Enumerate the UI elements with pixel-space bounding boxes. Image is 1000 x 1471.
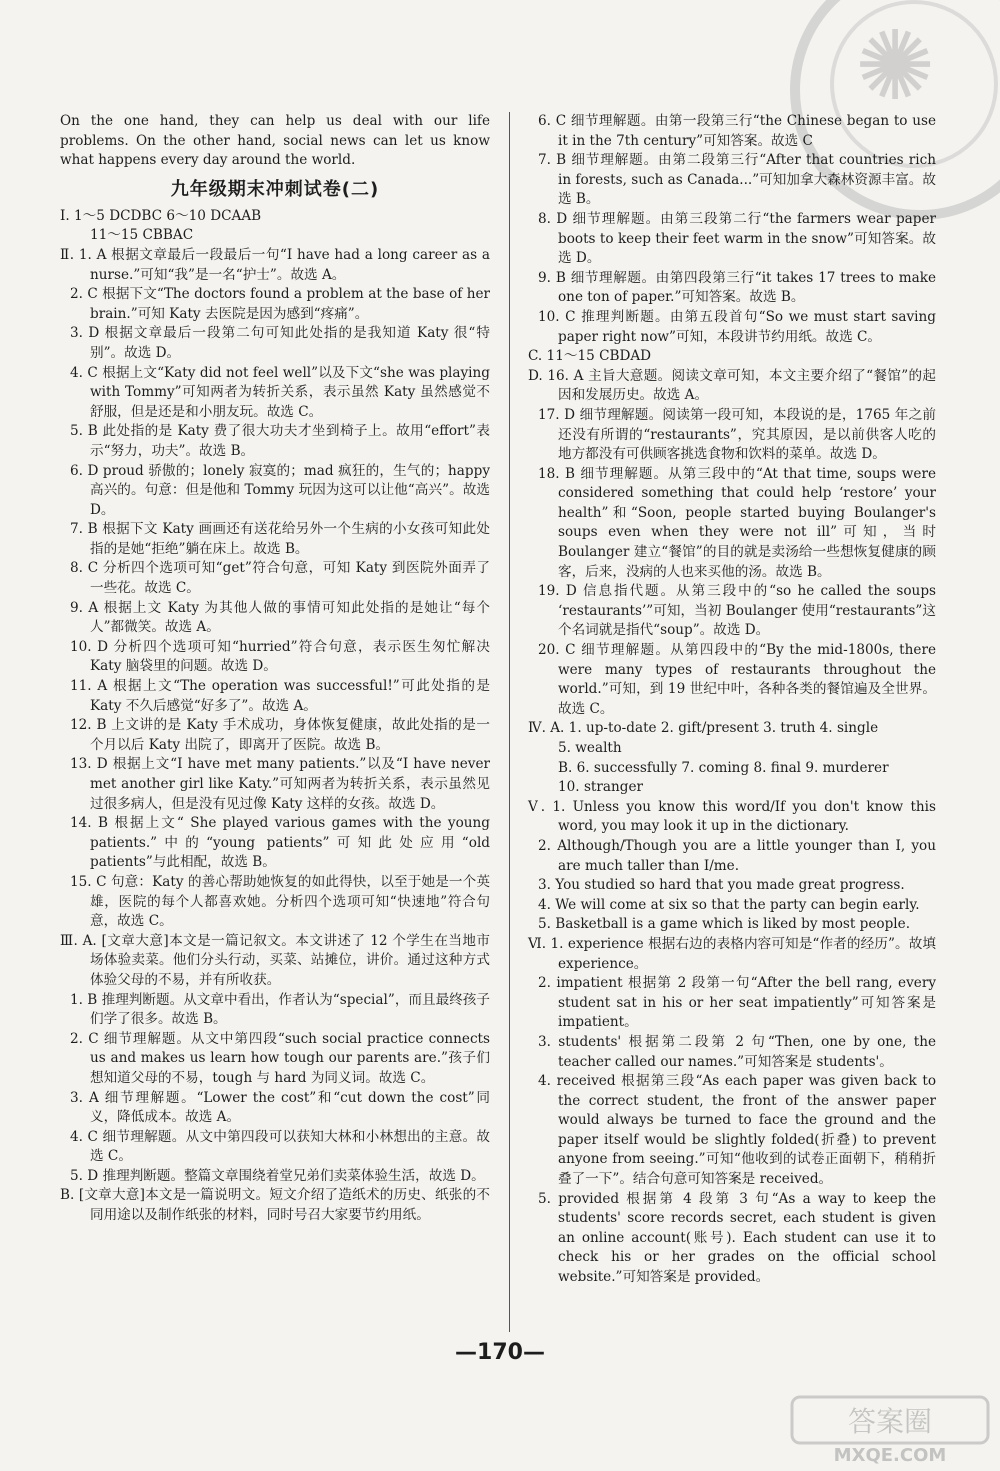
answer-line: B. [文章大意]本文是一篇说明文。短文介绍了造纸术的历史、纸张的不同用途以及制作纸张的材料，同时号召大家要节约用纸。 <box>60 1187 490 1224</box>
answer-line: Ⅴ. 1. Unless you know this word/If you don't know this word, you may look it up in the dictionary. <box>528 798 936 835</box>
answer-line: 10. stranger <box>558 779 643 796</box>
answer-line: Ⅱ. 1. A 根据文章最后一段最后一句“I have had a long career as a nurse.”可知“我”是一名“护士”。故选 A。 <box>60 246 490 283</box>
answer-line: 19. D 信息指代题。从第三段中的“so he called the soups ‘restaurants’”可知，当初 Boulanger 使用“restaurants”这个名词就是指代“soup”。故选 D。 <box>538 583 936 639</box>
answer-line: 7. B 细节理解题。由第二段第三行“After that countries rich in forests, such as Canada...”可知加拿大森林资源丰富。故选 B。 <box>538 152 936 208</box>
answer-line: 4. C 细节理解题。从文中第四段可以获知大林和小林想出的主意。故选 C。 <box>70 1128 490 1165</box>
answer-line: 2. C 根据下文“The doctors found a problem at the base of her brain.”可知 Katy 去医院是因为感到“疼痛”。 <box>70 286 490 322</box>
answer-line: 9. B 细节理解题。由第四段第三行“it takes 17 trees to make one ton of paper.”可知答案。故选 B。 <box>538 269 936 306</box>
answer-line: 1. B 推理判断题。从文章中看出，作者认为“special”，而且最终孩子们学了很多。故选 B。 <box>70 991 490 1028</box>
answer-line: 2. C 细节理解题。从文中第四段“such social practice connects us and makes us learn how tough our parents are.”孩子们想知道父母的不易，tough 与 hard 为同义词。故选 C。 <box>70 1030 490 1086</box>
answer-line: 8. C 分析四个选项可知“get”符合句意，可知 Katy 到医院外面弄了一些花。故选 C。 <box>70 560 490 597</box>
answer-line: Ⅲ. A. [文章大意]本文是一篇记叙文。本文讲述了 12 个学生在当地市场体验卖菜。他们分头行动，买菜、站摊位，讲价。通过这种方式体验父母的不易，并有所收获。 <box>60 932 490 988</box>
answer-line: 3. D 根据文章最后一段第二句可知此处指的是我知道 Katy 很“特别”。故选 D。 <box>70 325 490 361</box>
answer-line: Ⅳ. A. 1. up-to-date 2. gift/present 3. truth 4. single <box>528 720 879 737</box>
answer-line: 10. C 推理判断题。由第五段首句“So we must start saving paper right now”可知，本段讲节约用纸。故选 C。 <box>538 308 936 345</box>
answer-line: C. 11～15 CBDAD <box>528 348 652 365</box>
answer-line: Ⅰ. 1～5 DCDBC 6～10 DCAAB <box>60 207 262 224</box>
answer-line: 5. B 此处指的是 Katy 费了很大功夫才坐到椅子上。故用“effort”表示“努力，功夫”。故选 B。 <box>70 423 490 459</box>
watermark-logo <box>790 1395 990 1467</box>
answer-line: 2. impatient 根据第 2 段第一句“After the bell rang, every student sat in his or her seat impatiently”可知答案是 impatient。 <box>538 975 936 1031</box>
answer-line: 7. B 根据下文 Katy 画画还有送花给另外一个生病的小女孩可知此处指的是她“拒绝”躺在床上。故选 B。 <box>70 521 490 557</box>
answer-line: D. 16. A 主旨大意题。阅读文章可知，本文主要介绍了“餐馆”的起因和发展历史。故选 A。 <box>528 367 936 404</box>
answer-line: 17. D 细节理解题。阅读第一段可知，本段说的是，1765 年之前还没有所谓的“restaurants”，究其原因，是以前供客人吃的地方都没有可供顾客挑选食物和饮料的菜单。故选 D。 <box>538 406 936 463</box>
answer-line: 4. C 根据上文“Katy did not feel well”以及下文“she was playing with Tommy”可知两者为转折关系，表示虽然 Katy 虽然感觉不舒服，但是还是和小朋友玩。故选 C。 <box>70 364 490 420</box>
answer-line: 10. D 分析四个选项可知“hurried”符合句意，表示医生匆忙解决 Katy 脑袋里的问题。故选 D。 <box>70 638 490 675</box>
right-column <box>528 112 936 1288</box>
answer-line: 11. A 根据上文“The operation was successful!”可此处指的是 Katy 不久后感觉“好多了”。故选 A。 <box>70 678 490 714</box>
answer-line: Ⅵ. 1. experience 根据右边的表格内容可知是“作者的经历”。故填 experience。 <box>528 935 936 972</box>
answer-line: 18. B 细节理解题。从第三段中的“At that time, soups were considered something that could help ‘restore’ your health”和“Soon, people started buying Boulanger's soups even when they were not ill”可知，当时 Boulanger 建立“餐馆”的目的就是卖汤给一些想恢复健康的顾客，后来，没病的人也来买他的汤。故选 B。 <box>538 465 936 580</box>
answer-line: B. 6. successfully 7. coming 8. final 9. murderer <box>558 759 889 776</box>
answer-line: 5. provided 根据第 4 段第 3 句“As a way to keep the students' score records secret, each student is given an online account(账号). Each student can use it to check his or her grades on the official school website.”可知答案是 provided。 <box>538 1190 936 1286</box>
answer-line: 5. Basketball is a game which is liked by most people. <box>538 916 911 933</box>
answer-line: 9. A 根据上文 Katy 为其他人做的事情可知此处指的是她让“每个人”都微笑。故选 A。 <box>70 599 490 636</box>
answer-line: 3. A 细节理解题。“Lower the cost”和“cut down the cost”同义，降低成本。故选 A。 <box>70 1089 490 1126</box>
answer-line: 3. You studied so hard that you made great progress. <box>538 877 905 894</box>
answer-line: 15. C 句意：Katy 的善心帮助她恢复的如此得快，以至于她是一个英雄，医院的每个人都喜欢她。分析四个选项可知“快速地”符合句意，故选 C。 <box>70 873 490 930</box>
answer-line: 11～15 CBBAC <box>90 227 194 244</box>
answer-line: 5. D 推理判断题。整篇文章围绕着堂兄弟们卖菜体验生活，故选 D。 <box>70 1167 485 1184</box>
answer-line: 20. C 细节理解题。从第四段中的“By the mid-1800s, there were many types of restaurants throughout the world.”可知，到 19 世纪中叶，各种各类的餐馆遍及全世界。故选 C。 <box>538 642 936 717</box>
left-column <box>60 112 490 1226</box>
answer-line: 3. students' 根据第二段第 2 句“Then, one by one, the teacher called our names.”可知答案是 students'。 <box>538 1033 936 1070</box>
svg-text:MXQE.COM: MXQE.COM <box>833 1445 947 1466</box>
answer-line: 12. B 上文讲的是 Katy 手术成功，身体恢复健康，故此处指的是一个月以后 Katy 出院了，即离开了医院。故选 B。 <box>70 717 490 753</box>
section-title: 九年级期末冲刺试卷(二) <box>170 178 380 200</box>
answer-line: 14. B 根据上文“ She played various games with the young patients.”中的“young patients”可知此处应用“old patients”与此相配，故选 B。 <box>70 815 490 871</box>
answer-line: 6. D proud 骄傲的；lonely 寂寞的；mad 疯狂的，生气的；happy 高兴的。句意：但是他和 Tommy 玩因为这可以让他“高兴”。故选 D。 <box>70 462 490 518</box>
answer-line: 8. D 细节理解题。由第三段第二行“the farmers wear paper boots to keep their feet warm in the snow”可知答案。故选 D。 <box>538 210 936 267</box>
answer-line: 4. We will come at six so that the party can begin early. <box>538 896 920 913</box>
svg-text:答案圈: 答案圈 <box>847 1405 933 1438</box>
answer-line: 2. Although/Though you are a little younger than I, you are much taller than I/me. <box>538 837 936 874</box>
answer-line: 5. wealth <box>558 740 622 756</box>
page-number: —170— <box>455 1340 545 1365</box>
answer-line: 13. D 根据上文“I have met many patients.”以及“I have never met another girl like Katy.”可知两者为转折关系，表示虽然见过很多病人，但是没有见过像 Katy 这样的女孩。故选 D。 <box>70 756 490 812</box>
answer-line: 6. C 细节理解题。由第一段第三行“the Chinese began to use it in the 7th century”可知答案。故选 C <box>538 113 936 149</box>
answer-line: 4. received 根据第三段“As each paper was given back to the correct student, the front of the answer paper would always be turned to face the ground and the paper itself would be slightly folded(折叠) to prevent anyone from seeing.”可知“他收到的试卷正面朝下，稍稍折叠了一下”。结合句意可知答案是 received。 <box>538 1073 936 1188</box>
column-divider <box>509 112 510 1332</box>
stamp-seal: ✺ <box>790 0 1000 220</box>
intro-paragraph: On the one hand, they can help us deal with our life problems. On the other hand, social news can let us know what happens every day around the world. <box>60 113 490 169</box>
